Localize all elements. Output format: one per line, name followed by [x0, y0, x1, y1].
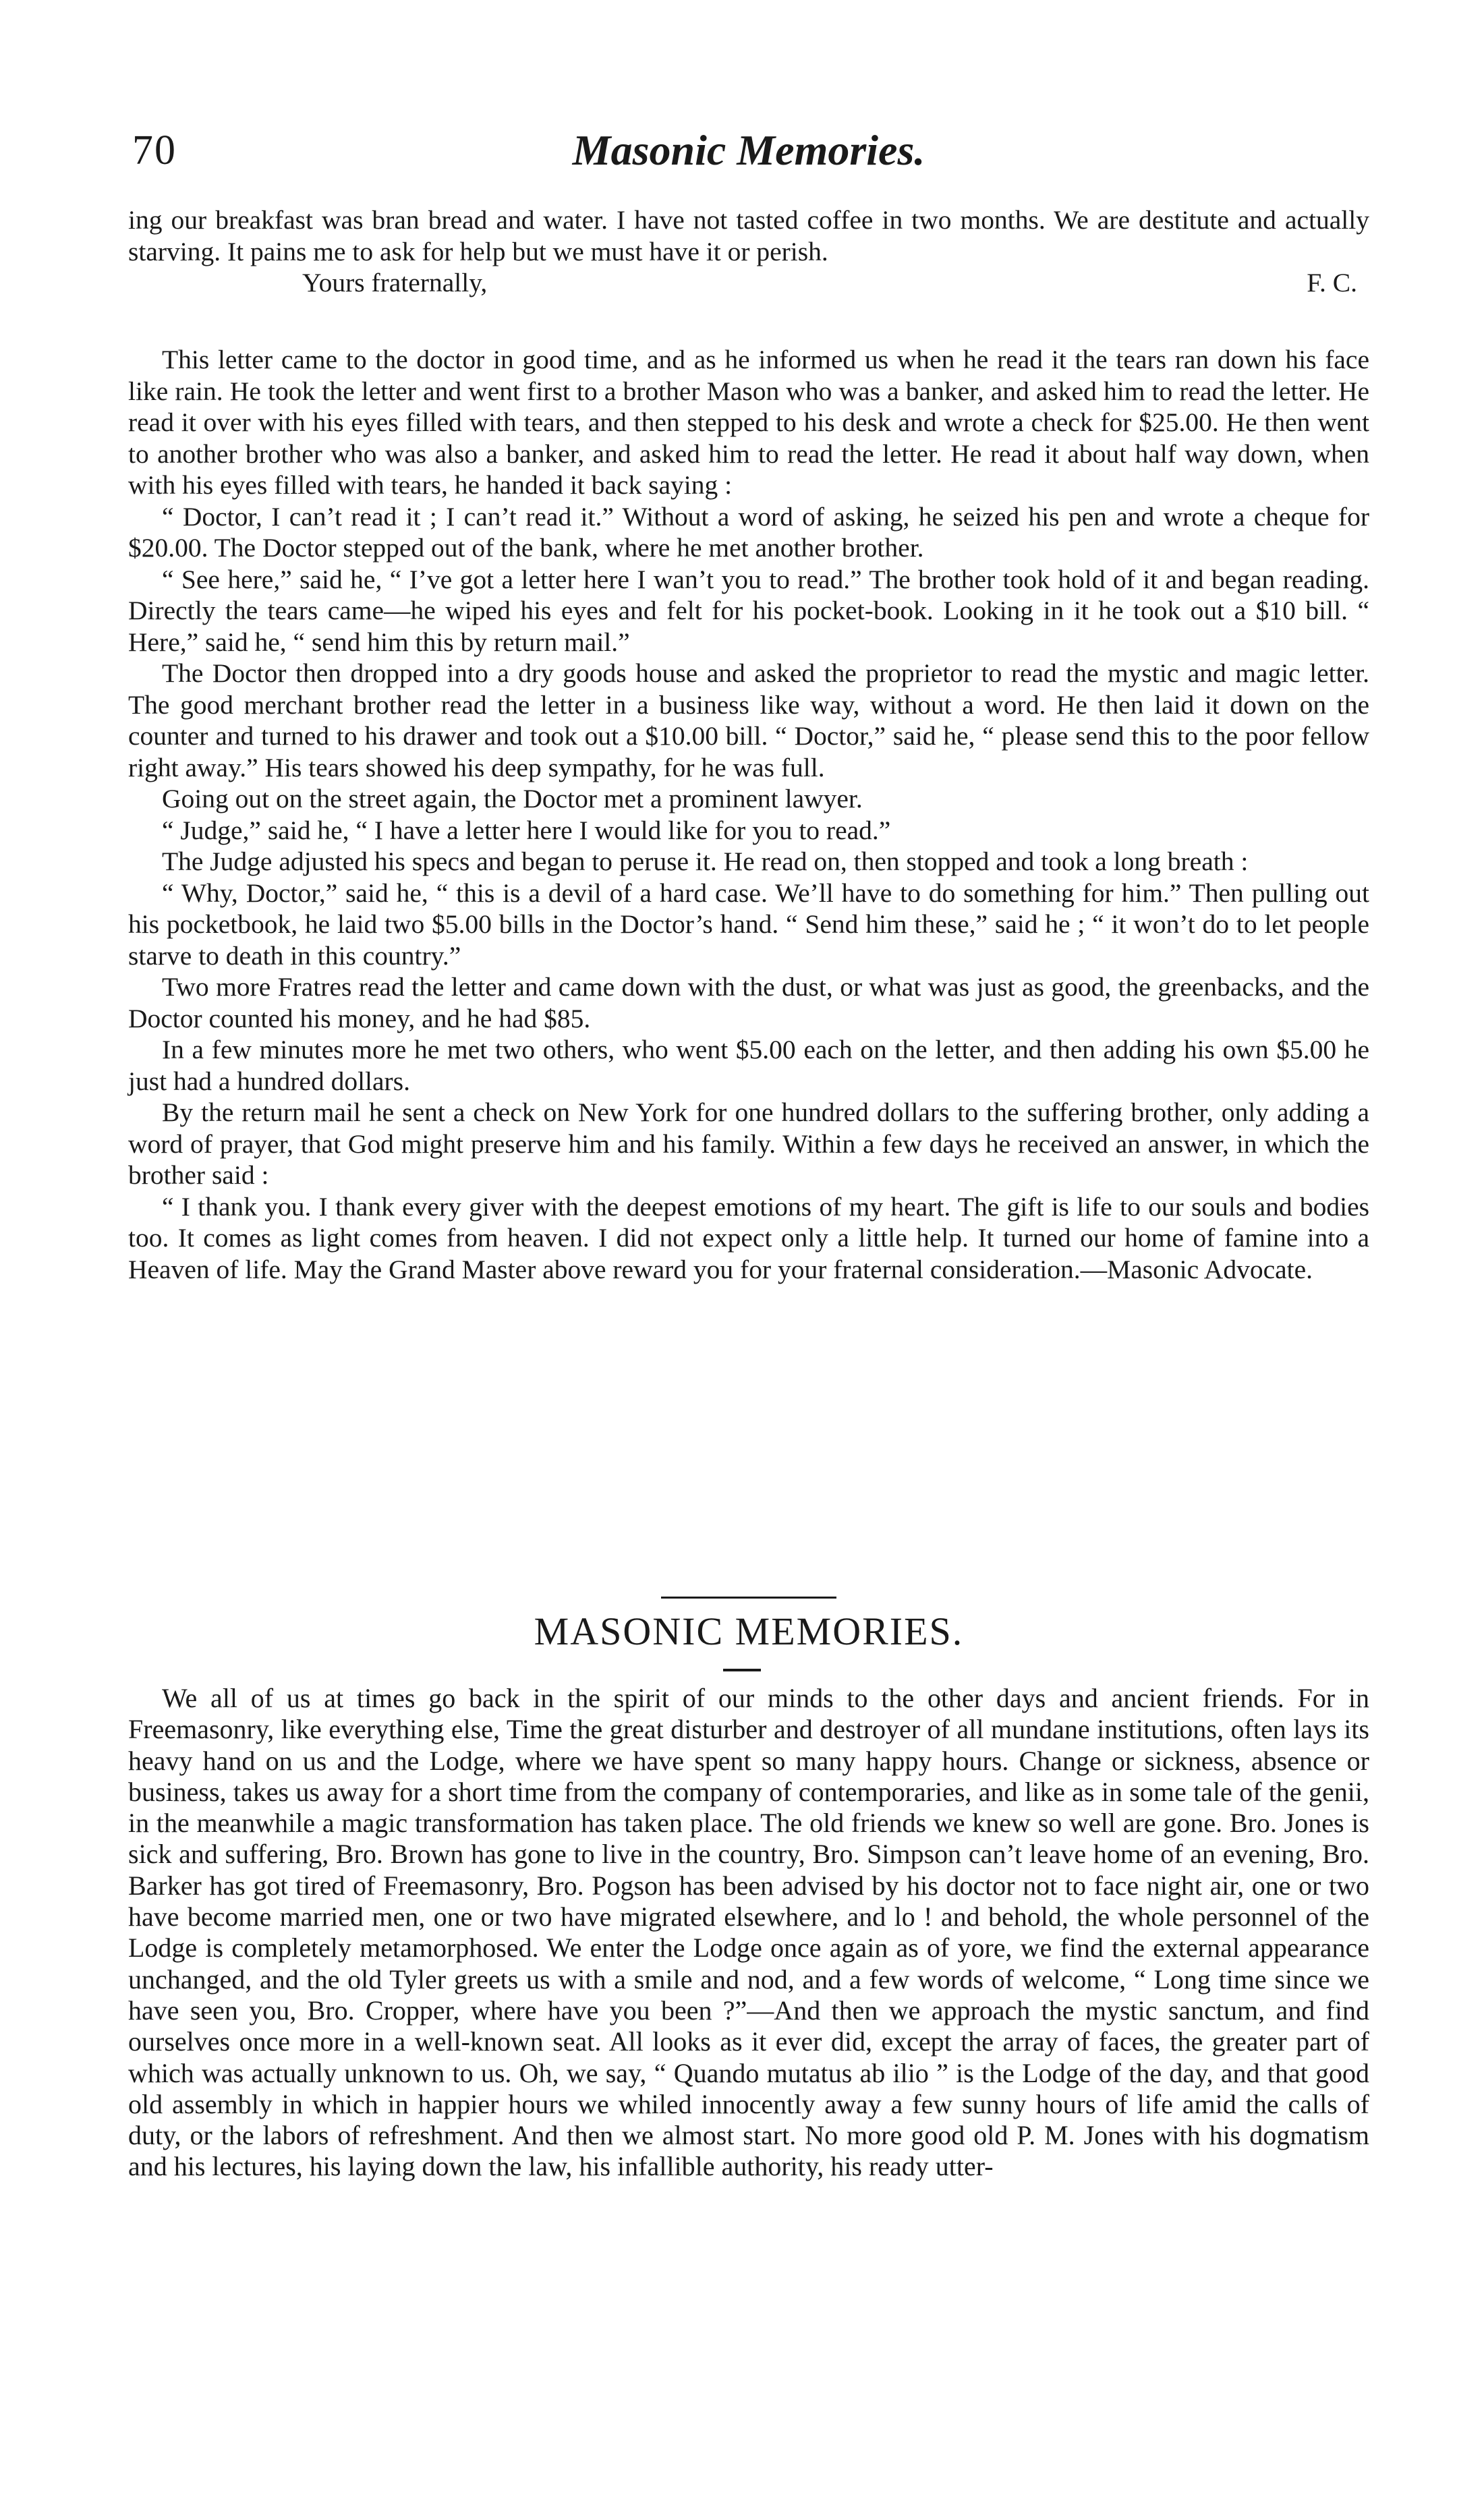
story-paragraph: In a few minutes more he met two others, who went $5.00 each on the letter, and then adding his own $5.00 he just had a hundred dollars. — [128, 1035, 1369, 1096]
page-number: 70 — [132, 127, 177, 173]
story-paragraph: “ See here,” said he, “ I’ve got a letter here I wan’t you to read.” The brother took hold of it and began reading. Directly the tears came—he wiped his eyes and felt for his pocket-book. Looking in it he took out a $10 bill. “ Here,” said he, “ send him this by return mail.” — [128, 564, 1369, 657]
story-paragraph: “ Why, Doctor,” said he, “ this is a devil of a hard case. We’ll have to do something for him.” Then pulling out his pocketbook, he laid two $5.00 bills in the Doctor’s hand. “ Send him these,” said he ; “ it won’t do to let people starve to death in this country.” — [128, 878, 1369, 971]
running-title: Masonic Memories. — [572, 126, 925, 174]
story-paragraph: Going out on the street again, the Doctor met a prominent lawyer. — [162, 784, 863, 813]
story-paragraph: “ I thank you. I thank every giver with the deepest emotions of my heart. The gift is life to our souls and bodies too. It comes as light comes from heaven. I did not expect only a little help. It turned our home of famine into a Heaven of life. May the Grand Master above reward you for your fraternal consideration.—Masonic Advocate. — [128, 1191, 1369, 1284]
letter-closing: Yours fraternally, — [302, 268, 488, 297]
letter-ending — [128, 204, 1369, 299]
letter-closing-text: ing our breakfast was bran bread and water. I have not tasted coffee in two months. We are destitute and actually starving. It pains me to ask for help but we must have it or perish. — [128, 205, 1369, 266]
story-paragraph: Two more Fratres read the letter and came down with the dust, or what was just as good, the greenbacks, and the Doctor counted his money, and he had $85. — [128, 972, 1369, 1033]
story-paragraph: The Judge adjusted his specs and began to peruse it. He read on, then stopped and took a long breath : — [162, 847, 1249, 876]
article-body — [128, 1683, 1369, 2183]
story-paragraph: This letter came to the doctor in good time, and as he informed us when he read it the tears ran down his face like rain. He took the letter and went first to a brother Mason who was a banker, and asked him to read the letter. He read it over with his eyes filled with tears, and then stepped to his desk and wrote a check for $25.00. He then went to another brother who was also a banker, and asked him to read the letter. He read it about half way down, when with his eyes filled with tears, he handed it back saying : — [128, 345, 1369, 500]
title-dash-ornament — [723, 1669, 761, 1671]
story-paragraph: “ Doctor, I can’t read it ; I can’t read it.” Without a word of asking, he seized his pen and wrote a cheque for $20.00. The Doctor stepped out of the bank, where he met another brother. — [128, 501, 1369, 563]
article-title: MASONIC MEMORIES. — [534, 1609, 964, 1653]
story-body — [128, 344, 1369, 1285]
letter-signature: F. C. — [1307, 268, 1357, 297]
story-paragraph: “ Judge,” said he, “ I have a letter here I would like for you to read.” — [162, 815, 891, 845]
story-paragraph: By the return mail he sent a check on New York for one hundred dollars to the suffering brother, only adding a word of prayer, that God might preserve him and his family. Within a few days he received an answer, in which the brother said : — [128, 1097, 1369, 1190]
story-paragraph: The Doctor then dropped into a dry goods house and asked the proprietor to read the mystic and magic letter. The good merchant brother read the letter in a business like way, without a word. He then laid it down on the counter and turned to his drawer and took out a $10.00 bill. “ Doctor,” said he, “ please send this to the poor fellow right away.” His tears showed his deep sympathy, for he was full. — [128, 658, 1369, 782]
letter-signoff — [128, 267, 1369, 299]
running-head — [128, 120, 1369, 181]
section-divider-rule — [661, 1597, 836, 1599]
article-paragraph: We all of us at times go back in the spirit of our minds to the other days and ancient friends. For in Freemasonry, like everything else, Time the great disturber and destroyer of all mundane institutions, often lays its heavy hand on us and the Lodge, where we have spent so many happy hours. Change or sickness, absence or business, takes us away for a short time from the company of contemporaries, and like as in some tale of the genii, in the meanwhile a magic transformation has taken place. The old friends we knew so well are gone. Bro. Jones is sick and suffering, Bro. Brown has gone to live in the country, Bro. Simpson can’t leave home of an evening, Bro. Barker has got tired of Freemasonry, Bro. Pogson has been advised by his doctor not to face night air, one or two have become married men, one or two have migrated elsewhere, and lo ! and behold, the whole personnel of the Lodge is completely metamorphosed. We enter the Lodge once again as of yore, we find the external appearance unchanged, and the old Tyler greets us with a smile and nod, and a few words of welcome, “ Long time since we have seen you, Bro. Cropper, where have you been ?”—And then we approach the mystic sanctum, and find ourselves once more in a well-known seat. All looks as it ever did, except the array of faces, the greater part of which was actually unknown to us. Oh, we say, “ Quando mutatus ab ilio ” is the Lodge of the day, and that good old assembly in which in happier hours we whiled innocently away a few sunny hours of life amid the calls of duty, or the labors of refreshment. And then we almost start. No more good old P. M. Jones with his dogmatism and his lectures, his laying down the law, his infallible authority, his ready utter- — [128, 1683, 1369, 2182]
